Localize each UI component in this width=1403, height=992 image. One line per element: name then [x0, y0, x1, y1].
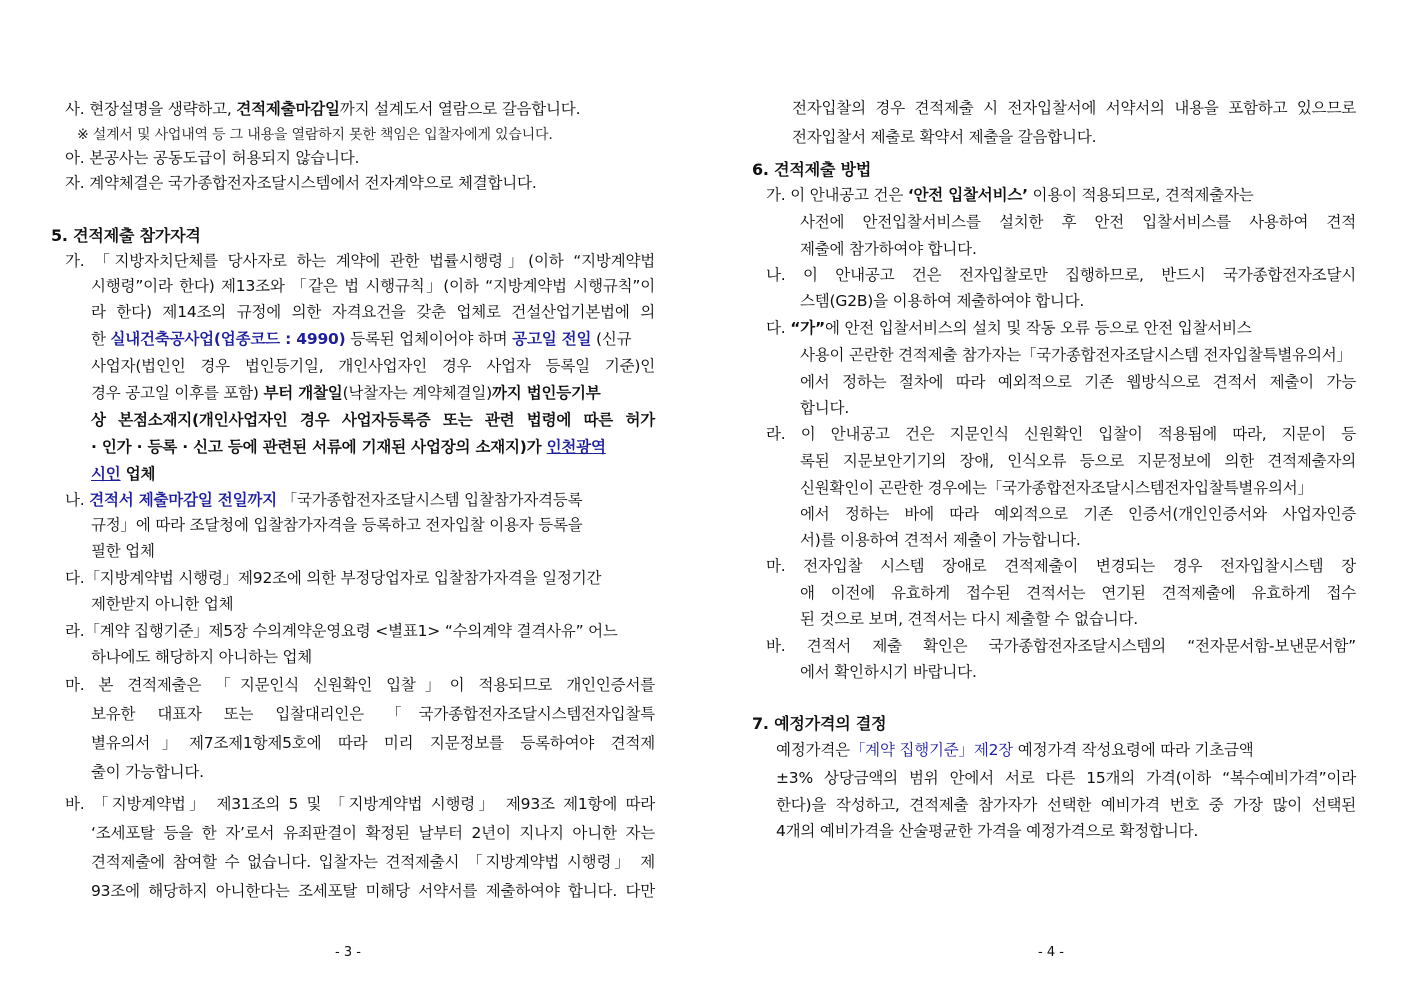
item-5-ga-line6: 경우 공고일 이후를 포함) 부터 개찰일(낙찰자는 계약체결일)까지 법인등기부	[91, 384, 601, 402]
item-6-ra-line3: 신원확인이 곤란한 경우에는「국가종합전자조달시스템전자입찰특별유의서」	[800, 479, 1313, 497]
item-5-ma-line1: 마. 본 견적제출은 「지문인식 신원확인 입찰」이 적용되므로 개인인증서를	[65, 676, 655, 694]
item-6-na-line1: 나. 이 안내공고 건은 전자입찰로만 집행하므로, 반드시 국가종합전자조달시	[766, 266, 1356, 284]
item-5-ma-line3: 별유의서」제7조제1항제5호에 따라 미리 지문정보를 등록하여야 견적제	[91, 734, 655, 752]
item-a: 아. 본공사는 공동도급이 허용되지 않습니다.	[65, 149, 360, 167]
item-6-ga-line3: 제출에 참가하여야 합니다.	[800, 240, 977, 258]
item-sa: 사. 현장설명을 생략하고, 견적제출마감일까지 설계도서 열람으로 갈음합니다.	[65, 100, 581, 118]
section-7-line1: 예정가격은「계약 집행기준」제2장 예정가격 작성요령에 따라 기초금액	[776, 741, 1254, 759]
item-5-ga-line7: 상 본점소재지(개인사업자인 경우 사업자등록증 또는 관련 법령에 따른 허가	[91, 411, 655, 429]
item-6-ga-line2: 사전에 안전입찰서비스를 설치한 후 안전 입찰서비스를 사용하여 견적	[800, 213, 1356, 231]
continued-line2: 전자입찰서 제출로 확약서 제출을 갈음합니다.	[792, 128, 1097, 146]
item-5-ga-line9: 시인 업체	[91, 465, 156, 483]
item-5-ga-line4: 한 실내건축공사업(업종코드 : 4990) 등록된 업체이어야 하며 공고일 전일 (신규	[91, 330, 632, 348]
item-6-da-line2: 사용이 곤란한 견적제출 참가자는「국가종합전자조달시스템 전자입찰특별유의서」	[800, 346, 1352, 364]
section-6-heading: 6. 견적제출 방법	[752, 160, 872, 179]
item-5-na-line1: 나. 견적서 제출마감일 전일까지 「국가종합전자조달시스템 입찰참가자격등록	[65, 491, 583, 509]
item-6-ma-line1: 마. 전자입찰 시스템 장애로 견적제출이 변경되는 경우 전자입찰시스템 장	[766, 557, 1356, 575]
item-5-ga-line2: 시행령”이라 한다) 제13조와 「같은 법 시행규칙」(이하 “지방계약법 시행규칙”이	[91, 277, 655, 295]
item-6-ra-line2: 록된 지문보안기기의 장애, 인식오류 등으로 지문정보에 의한 견적제출자의	[800, 452, 1356, 470]
item-5-ga-line8: · 인가 · 등록 · 신고 등에 관련된 서류에 기재된 사업장의 소재지)가 인천광역	[91, 438, 606, 456]
item-6-ra-line1: 라. 이 안내공고 건은 지문인식 신원확인 입찰이 적용됨에 따라, 지문이 등	[766, 425, 1356, 443]
item-5-ba-line4: 93조에 해당하지 아니한다는 조세포탈 미해당 서약서를 제출하여야 합니다. 다만	[91, 882, 655, 900]
item-5-ga-line5: 사업자(법인인 경우 법인등기일, 개인사업자인 경우 사업자 등록일 기준)인	[91, 357, 655, 375]
item-6-ba-line2: 에서 확인하시기 바랍니다.	[800, 663, 977, 681]
item-6-da-line4: 합니다.	[800, 399, 850, 417]
item-5-ma-line4: 출이 가능합니다.	[91, 763, 204, 781]
item-5-ma-line2: 보유한 대표자 또는 입찰대리인은 「국가종합전자조달시스템전자입찰특	[91, 705, 655, 723]
page-number: - 3 -	[335, 945, 361, 960]
item-5-ra-line2: 하나에도 해당하지 아니하는 업체	[91, 648, 313, 666]
note-line: ※ 설계서 및 사업내역 등 그 내용을 열람하지 못한 책임은 입찰자에게 있습니다.	[77, 127, 553, 143]
page-number: - 4 -	[1038, 945, 1064, 960]
item-6-ra-line4: 에서 정하는 바에 따라 예외적으로 기존 인증서(개인인증서와 사업자인증	[800, 505, 1356, 523]
section-5-heading: 5. 견적제출 참가자격	[51, 226, 201, 245]
item-ja: 자. 계약체결은 국가종합전자조달시스템에서 전자계약으로 체결합니다.	[65, 174, 537, 192]
item-6-ma-line3: 된 것으로 보며, 견적서는 다시 제출할 수 없습니다.	[800, 610, 1139, 628]
item-6-da-line3: 에서 정하는 절차에 따라 예외적으로 기존 웹방식으로 견적서 제출이 가능	[800, 373, 1356, 391]
section-7-line4: 4개의 예비가격을 산술평균한 가격을 예정가격으로 확정합니다.	[776, 822, 1199, 840]
page-4	[752, 0, 1362, 992]
section-7-heading: 7. 예정가격의 결정	[752, 714, 887, 733]
item-5-da-line1: 다.「지방계약법 시행령」제92조에 의한 부정당업자로 입찰참가자격을 일정기간	[65, 569, 602, 587]
item-6-da-line1: 다. “가”에 안전 입찰서비스의 설치 및 작동 오류 등으로 안전 입찰서비스	[766, 319, 1252, 337]
item-5-ga-line1: 가. 「지방자치단체를 당사자로 하는 계약에 관한 법률시행령」(이하 “지방계약법	[65, 252, 655, 270]
item-6-ga-line1: 가. 이 안내공고 건은 ‘안전 입찰서비스’ 이용이 적용되므로, 견적제출자는	[766, 186, 1254, 204]
item-5-ga-line3: 라 한다) 제14조의 규정에 의한 자격요건을 갖춘 업체로 건설산업기본법에 의	[91, 303, 655, 321]
item-5-ra-line1: 라.「계약 집행기준」제5장 수의계약운영요령 <별표1> “수의계약 결격사유” 어느	[65, 622, 618, 640]
item-5-ba-line2: ‘조세포탈 등을 한 자’로서 유죄판결이 확정된 날부터 2년이 지나지 아니한 자는	[91, 824, 655, 842]
item-6-ba-line1: 바. 견적서 제출 확인은 국가종합전자조달시스템의 “전자문서함-보낸문서함”	[766, 637, 1356, 655]
item-5-ba-line3: 견적제출에 참여할 수 없습니다. 입찰자는 견적제출시 「지방계약법 시행령」 제	[91, 853, 655, 871]
item-5-na-line2: 규정」에 따라 조달청에 입찰참가자격을 등록하고 전자입찰 이용자 등록을	[91, 516, 583, 534]
continued-line1: 전자입찰의 경우 견적제출 시 전자입찰서에 서약서의 내용을 포함하고 있으므로	[792, 99, 1356, 117]
item-6-ra-line5: 서)를 이용하여 견적서 제출이 가능합니다.	[800, 531, 1081, 549]
item-6-na-line2: 스템(G2B)을 이용하여 제출하여야 합니다.	[800, 292, 1085, 310]
page-3	[51, 0, 695, 992]
section-7-line3: 한다)을 작성하고, 견적제출 참가자가 선택한 예비가격 번호 중 가장 많이 선택된	[776, 796, 1356, 814]
item-5-da-line2: 제한받지 아니한 업체	[91, 595, 234, 613]
item-5-na-line3: 필한 업체	[91, 542, 155, 560]
section-7-line2: ±3% 상당금액의 범위 안에서 서로 다른 15개의 가격(이하 “복수예비가격”이라	[776, 769, 1356, 787]
item-6-ma-line2: 애 이전에 유효하게 접수된 견적서는 연기된 견적제출에 유효하게 접수	[800, 584, 1356, 602]
item-5-ba-line1: 바. 「지방계약법」 제31조의 5 및 「지방계약법 시행령」 제93조 제1항에 따라	[65, 795, 655, 813]
